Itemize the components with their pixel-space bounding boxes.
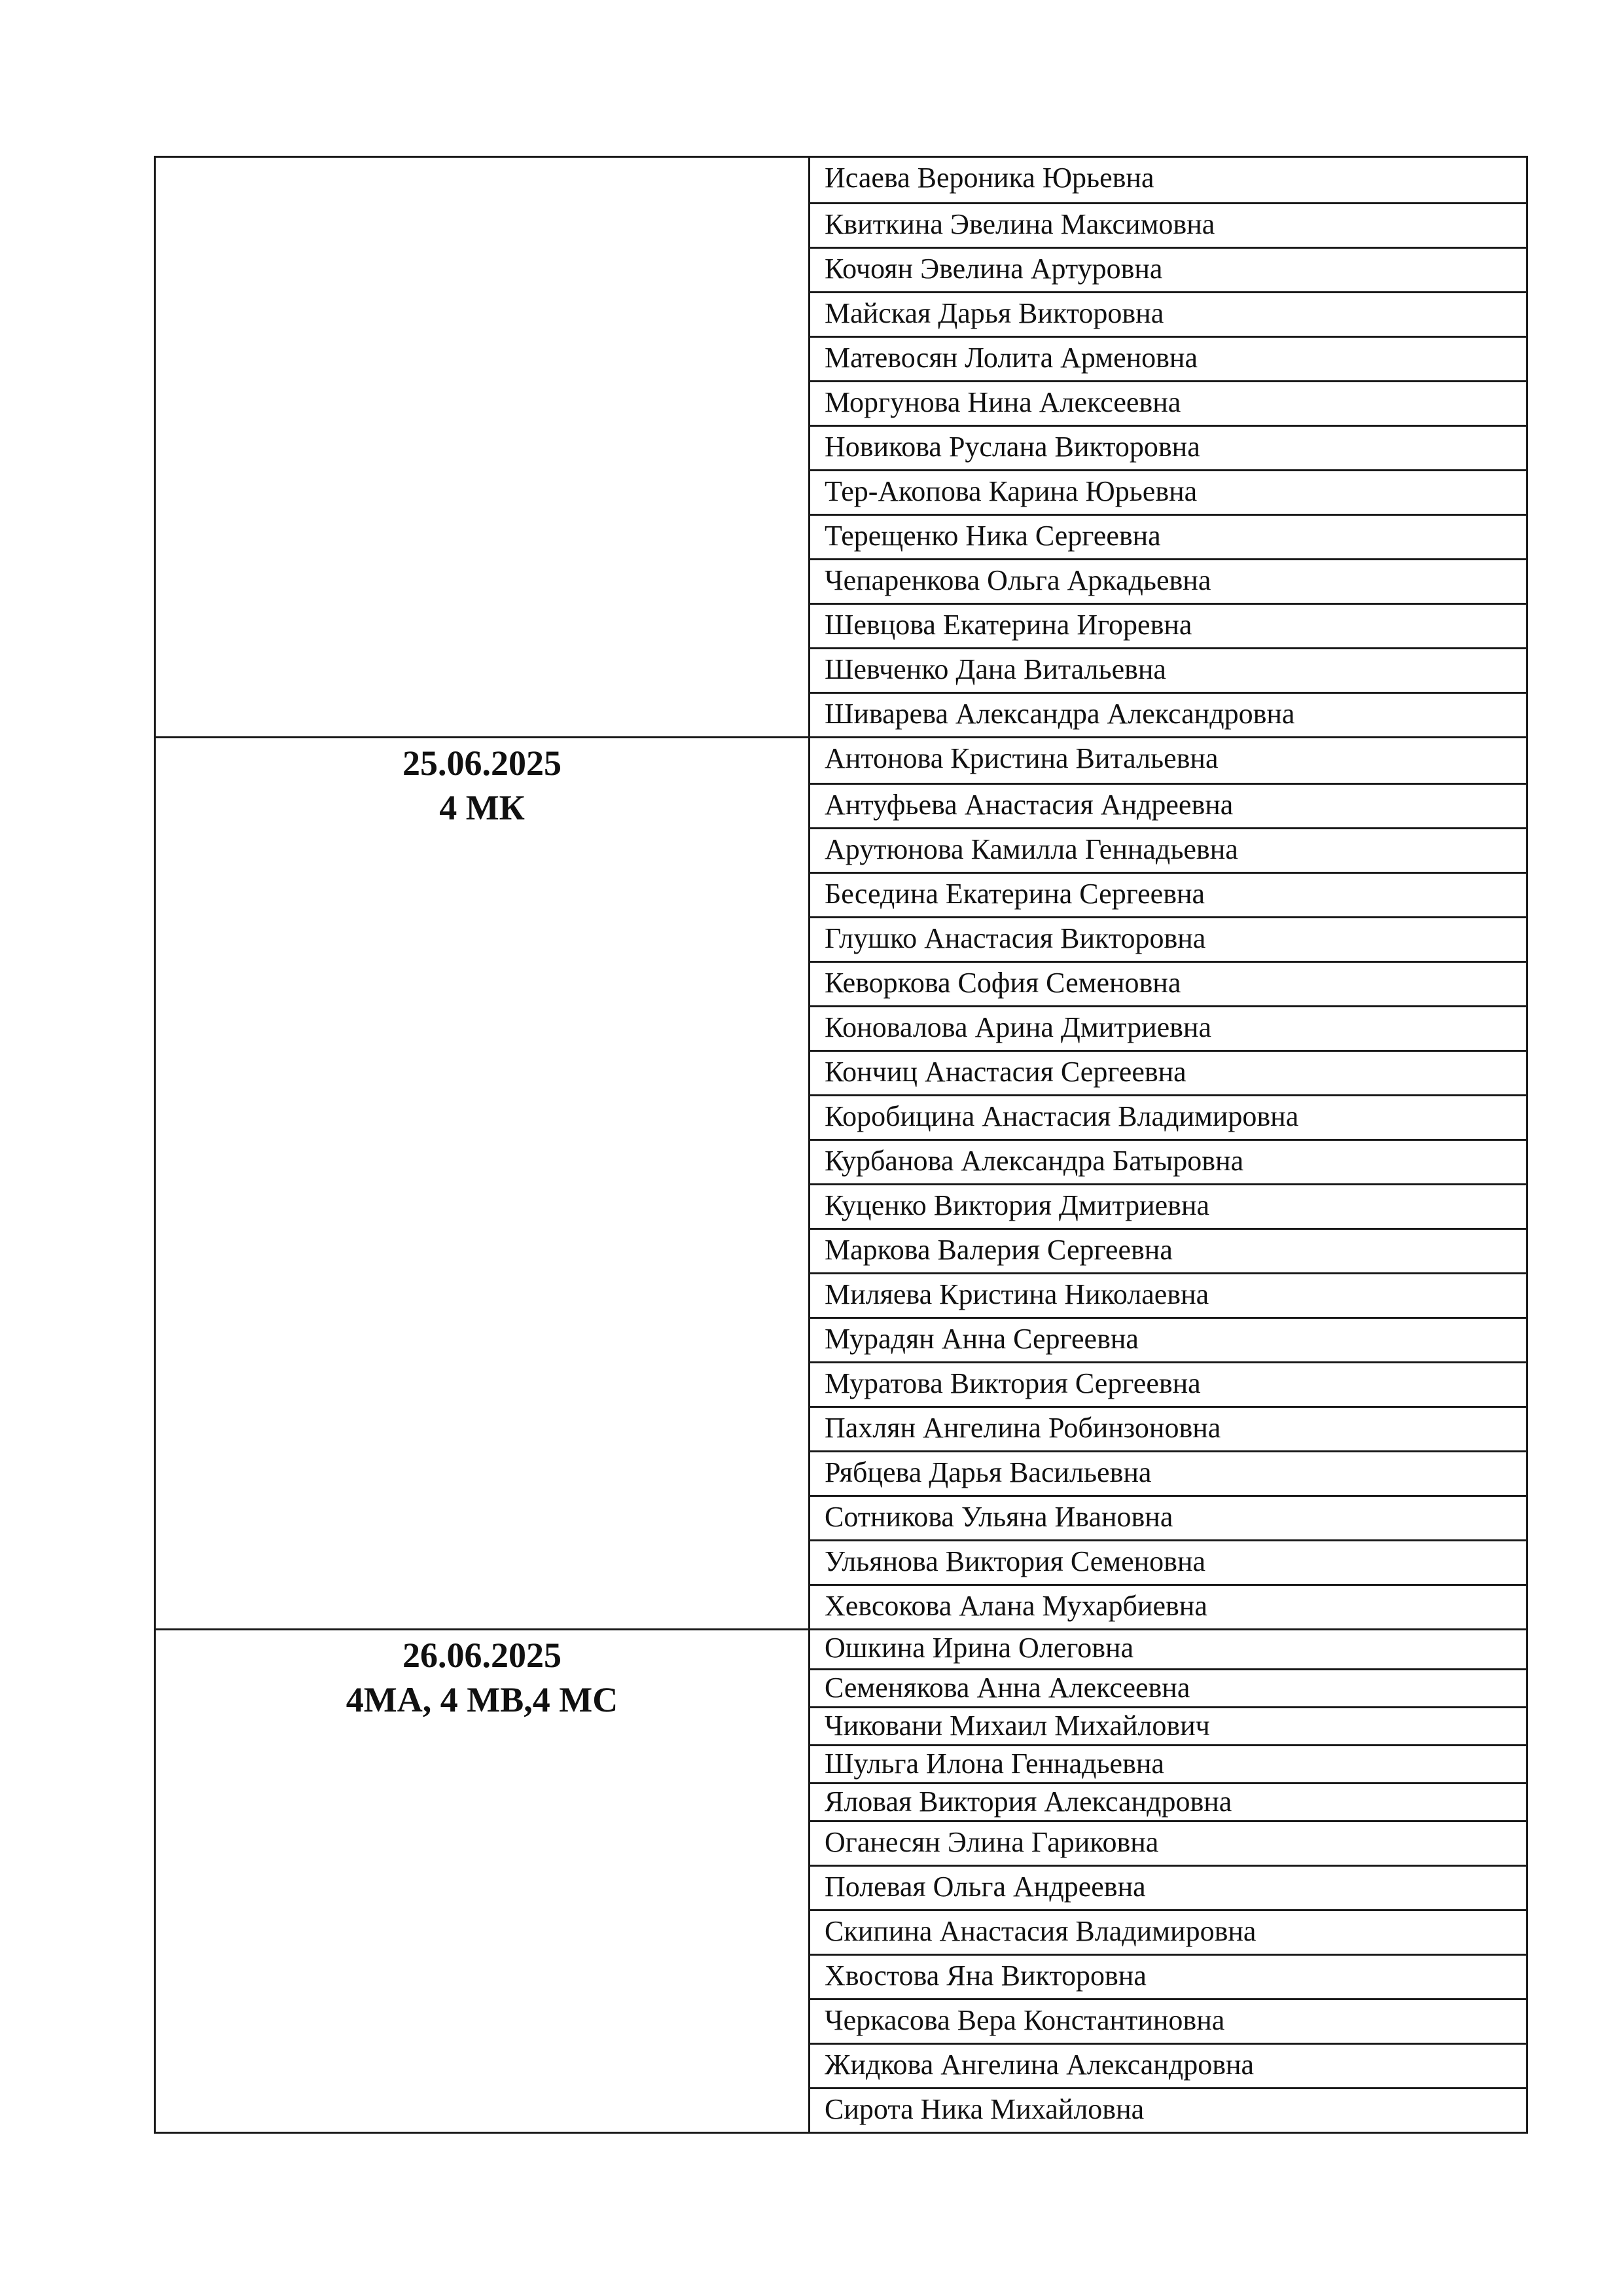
student-name: Шевченко Дана Витальевна	[810, 647, 1526, 692]
student-name: Ошкина Ирина Олеговна	[825, 1632, 1134, 1664]
group-class: 4 МК	[439, 788, 525, 827]
student-name: Антуфьева Анастасия Андреевна	[810, 783, 1526, 827]
student-name: Сотникова Ульяна Ивановна	[810, 1495, 1526, 1539]
student-name: Кончиц Анастасия Сергеевна	[810, 1050, 1526, 1094]
student-name: Курбанова Александра Батыровна	[810, 1139, 1526, 1183]
group-date: 26.06.2025	[402, 1636, 562, 1675]
student-name: Коновалова Арина Дмитриевна	[810, 1005, 1526, 1050]
student-name: Чиковани Михаил Михайлович	[810, 1706, 1526, 1744]
student-name: Беседина Екатерина Сергеевна	[810, 872, 1526, 916]
student-name: Черкасова Вера Константиновна	[810, 1998, 1526, 2043]
student-name: Сирота Ника Михайловна	[810, 2087, 1526, 2132]
student-name: Квиткина Эвелина Максимовна	[810, 202, 1526, 247]
group-class: 4МА, 4 МВ,4 МС	[346, 1680, 618, 1719]
student-name: Чепаренкова Ольга Аркадьевна	[810, 558, 1526, 603]
group-date: 25.06.2025	[402, 744, 562, 783]
student-name: Арутюнова Камилла Геннадьевна	[810, 827, 1526, 872]
student-name: Миляева Кристина Николаевна	[810, 1272, 1526, 1317]
student-name: Мурадян Анна Сергеевна	[810, 1317, 1526, 1361]
student-name: Шевцова Екатерина Игоревна	[810, 603, 1526, 647]
table-group	[156, 1628, 1526, 2132]
student-name: Кочоян Эвелина Артуровна	[810, 247, 1526, 291]
student-name: Глушко Анастасия Викторовна	[810, 916, 1526, 961]
names-cell	[810, 738, 1526, 1628]
date-cell	[156, 738, 810, 1628]
names-cell	[810, 1630, 1526, 2132]
student-name: Муратова Виктория Сергеевна	[810, 1361, 1526, 1406]
date-cell	[156, 158, 810, 736]
student-name: Шульга Илона Геннадьевна	[810, 1744, 1526, 1782]
student-name: Моргунова Нина Алексеевна	[810, 380, 1526, 425]
student-name: Семенякова Анна Алексеевна	[810, 1668, 1526, 1706]
table-group	[156, 158, 1526, 736]
student-name: Яловая Виктория Александровна	[810, 1782, 1526, 1820]
names-cell	[810, 158, 1526, 736]
student-name: Оганесян Элина Гариковна	[810, 1820, 1526, 1865]
student-name: Кеворкова София Семеновна	[810, 961, 1526, 1005]
student-name: Майская Дарья Викторовна	[810, 291, 1526, 336]
student-name: Коробицина Анастасия Владимировна	[810, 1094, 1526, 1139]
student-name: Полевая Ольга Андреевна	[810, 1865, 1526, 1909]
student-name: Шиварева Александра Александровна	[810, 692, 1526, 736]
student-name: Жидкова Ангелина Александровна	[810, 2043, 1526, 2087]
student-name: Хевсокова Алана Мухарбиевна	[810, 1584, 1526, 1628]
student-name: Маркова Валерия Сергеевна	[810, 1228, 1526, 1272]
student-name: Скипина Анастасия Владимировна	[810, 1909, 1526, 1954]
student-name: Новикова Руслана Викторовна	[810, 425, 1526, 469]
student-name: Матевосян Лолита Арменовна	[810, 336, 1526, 380]
student-name: Пахлян Ангелина Робинзоновна	[810, 1406, 1526, 1450]
schedule-table	[154, 156, 1528, 2134]
student-name: Куценко Виктория Дмитриевна	[810, 1183, 1526, 1228]
student-name: Терещенко Ника Сергеевна	[810, 514, 1526, 558]
date-cell	[156, 1630, 810, 2132]
student-name: Тер-Акопова Карина Юрьевна	[810, 469, 1526, 514]
student-name: Исаева Вероника Юрьевна	[825, 162, 1154, 194]
student-name: Ульянова Виктория Семеновна	[810, 1539, 1526, 1584]
table-group	[156, 736, 1526, 1628]
student-name: Хвостова Яна Викторовна	[810, 1954, 1526, 1998]
student-name: Антонова Кристина Витальевна	[825, 742, 1219, 774]
student-name: Рябцева Дарья Васильевна	[810, 1450, 1526, 1495]
